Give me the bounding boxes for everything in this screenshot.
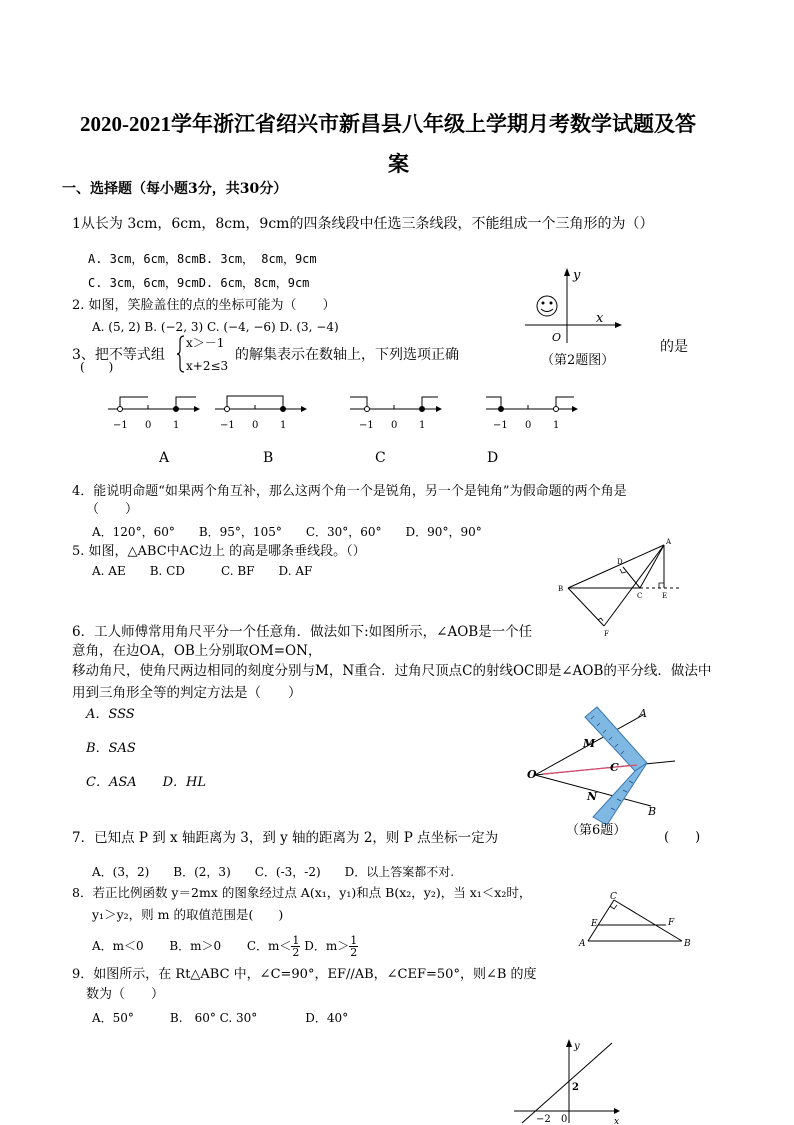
q6-figure-caption: （第6题） [566, 823, 627, 838]
q9-line2: 数为（ ） [86, 987, 165, 1002]
svg-text:−1: −1 [359, 420, 374, 431]
svg-text:A: A [579, 939, 586, 949]
page-title-line1: 2020-2021学年浙江省绍兴市新昌县八年级上学期月考数学试题及答 [80, 112, 696, 136]
svg-text:−1: −1 [493, 420, 508, 431]
q6-line2: 意角，在边OA，OB上分别取OM=ON， [72, 643, 322, 659]
q8-option-b: B．m＞0 [169, 939, 222, 953]
q6-line4: 用到三角形全等的判定方法是（ ） [72, 685, 302, 701]
svg-text:−2: −2 [536, 1114, 551, 1125]
q8-line2: y₁＞y₂，则 m 的取值范围是( ) [92, 907, 284, 922]
q4-options: A．120°，60° B．95°，105° C．30°，60° D．90°，90° [92, 525, 482, 539]
q6-line3: 移动角尺，使角尺两边相同的刻度分别与M，N重合．过角尺顶点C的射线OC即是∠AOB的平分线．做法中 [72, 663, 712, 679]
q6-option-cd: C．ASA D．HL [86, 775, 207, 790]
svg-text:A: A [666, 538, 672, 546]
svg-text:F: F [604, 630, 609, 638]
q8-figure [576, 892, 696, 952]
svg-text:M: M [583, 737, 596, 750]
q3-suffix: 的解集表示在数轴上，下列选项正确 [235, 347, 459, 363]
svg-text:−1: −1 [113, 420, 128, 431]
q10-graph [514, 1035, 634, 1125]
svg-text:1: 1 [419, 420, 426, 431]
q6-option-a: A．SSS [86, 707, 135, 722]
q2-x-label: x [596, 311, 604, 326]
number-line-b [215, 392, 310, 432]
q2-figure [520, 268, 640, 348]
q3-label-d: D [487, 450, 499, 466]
q2-options: A. (5, 2) B. (−2, 3) C. (−4, −6) D. (3, −4) [92, 320, 339, 334]
q7-options: A．(3，2) B．(2，3) C．(-3，-2) D．以上答案都不对. [92, 865, 455, 879]
q8-option-a: A．m＜0 [92, 939, 144, 953]
svg-text:E: E [662, 592, 668, 600]
q9-options: A．50° B. 60° C. 30° D．40° [92, 1011, 349, 1025]
svg-text:B: B [558, 585, 564, 593]
svg-text:1: 1 [173, 420, 180, 431]
q2-stem: 2. 如图，笑脸盖住的点的坐标可能为（ ） [72, 298, 336, 313]
svg-text:C: C [610, 892, 617, 902]
q3-label-b: B [263, 450, 274, 466]
q4-paren: （ ） [86, 502, 139, 517]
q7-paren: ( ) [664, 830, 701, 845]
section-heading: 一、选择题（每小题3分，共30分） [62, 181, 288, 197]
q8-option-d: D．m＞ [304, 939, 350, 953]
q3-label-c: C [375, 450, 386, 466]
svg-text:2: 2 [572, 1082, 579, 1093]
q8-option-c: C．m＜ [246, 939, 292, 953]
page-title-line2: 案 [388, 152, 409, 176]
q5-stem: 5. 如图，△ABC中AC边上 的高是哪条垂线段。（） [72, 544, 366, 559]
svg-text:−1: −1 [220, 420, 235, 431]
q3-brace [176, 335, 186, 373]
svg-text:0: 0 [145, 420, 152, 431]
smiley-face-icon [537, 296, 557, 316]
q3-paren: ( ) [80, 360, 114, 374]
svg-text:x: x [614, 1117, 620, 1125]
svg-text:C: C [637, 592, 643, 600]
svg-text:F: F [668, 918, 675, 928]
q1-stem: 1从长为 3cm，6cm，8cm，9cm的四条线段中任选三条线段，不能组成一个三角形的为（） [72, 216, 654, 232]
q7-stem: 7．已知点 P 到 x 轴距离为 3，到 y 轴的距离为 2，则 P 点坐标一定为 [72, 830, 499, 846]
svg-text:0: 0 [561, 1114, 568, 1125]
q3-inequality-2: x+2≤3 [186, 359, 229, 373]
svg-text:0: 0 [525, 420, 532, 431]
svg-text:N: N [587, 790, 598, 803]
svg-text:1: 1 [553, 420, 560, 431]
number-line-d [486, 392, 581, 432]
svg-text:C: C [610, 761, 619, 774]
ruler-lower [593, 763, 647, 825]
q2-y-label: y [573, 268, 581, 283]
svg-text:y: y [574, 1041, 580, 1052]
q3-tail: 的是 [660, 339, 688, 355]
q1-options-ab: A. 3cm，6cm，8cmB. 3cm， 8cm，9cm [88, 252, 317, 266]
fraction-one-half: $\frac{1}{2}$ [350, 934, 358, 959]
svg-text:A: A [639, 707, 647, 720]
fraction-one-half: $\frac{1}{2}$ [292, 934, 300, 959]
q5-options: A. AE B. CD C. BF D. AF [92, 564, 313, 578]
svg-text:B: B [684, 939, 691, 949]
q9-line1: 9．如图所示，在 Rt△ABC 中，∠C=90°，EF//AB，∠CEF=50°，则∠B 的度 [72, 967, 537, 982]
number-line-c [350, 392, 445, 432]
q2-origin-label: O [552, 331, 562, 344]
q8-options [92, 934, 358, 958]
q5-figure [556, 538, 686, 638]
svg-text:E: E [591, 919, 598, 929]
q2-figure-caption: （第2题图） [541, 353, 615, 368]
q1-options-cd: C. 3cm，6cm，9cmD. 6cm，8cm，9cm [88, 276, 310, 290]
q8-line1: 8．若正比例函数 y＝2mx 的图象经过点 A(x₁，y₁)和点 B(x₂，y₂)，当 x₁＜x₂时， [72, 885, 532, 900]
svg-text:0: 0 [252, 420, 259, 431]
q3-label-a: A [159, 450, 170, 466]
q6-figure [525, 703, 685, 828]
number-line-a [108, 392, 203, 432]
q6-line1: 6．工人师傅常用角尺平分一个任意角．做法如下:如图所示，∠AOB是一个任 [72, 624, 533, 640]
svg-text:D: D [617, 558, 623, 566]
q4-stem: 4．能说明命题“如果两个角互补，那么这两个角一个是锐角，另一个是钝角”为假命题的两个角是 [72, 484, 627, 499]
svg-text:0: 0 [391, 420, 398, 431]
q3-prefix: 3、把不等式组 [72, 347, 165, 363]
svg-text:O: O [527, 768, 537, 781]
q6-option-b: B．SAS [86, 741, 136, 756]
q3-inequality-1: x＞－1 [186, 336, 225, 350]
svg-text:1: 1 [280, 420, 287, 431]
svg-text:B: B [648, 805, 657, 818]
